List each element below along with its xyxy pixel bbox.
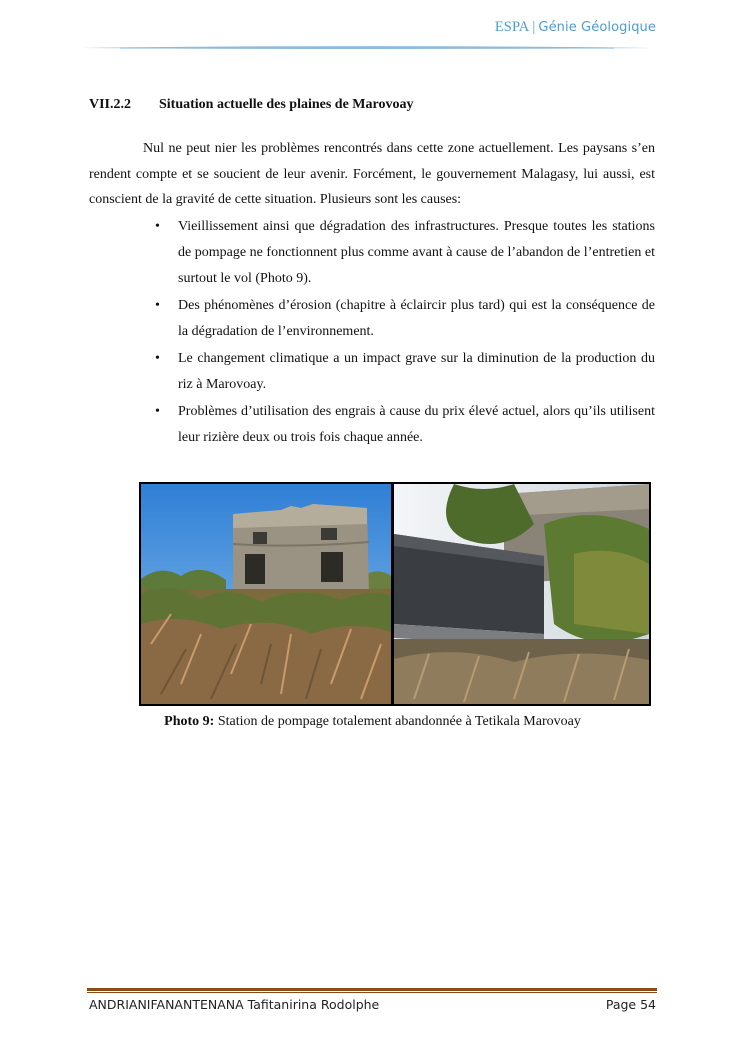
list-item-text: Problèmes d’utilisation des engrais à cause du prix élevé actuel, alors qu’ils utilisent leur rizière deux ou trois fois chaque année. [178, 404, 655, 445]
photo-pumping-station [392, 482, 651, 706]
header-org: ESPA [494, 19, 530, 35]
list-item-text: Des phénomènes d’érosion (chapitre à éclaircir plus tard) qui est la conséquence de la dégradation de l’environnement. [178, 298, 655, 339]
list-item [155, 214, 655, 292]
figure-caption [0, 714, 745, 730]
list-item-text: Vieillissement ainsi que dégradation des infrastructures. Presque toutes les stations de pompage ne fonctionnent plus comme avant à cause de l’abandon de l’entretien et surtout le vol (Photo 9). [178, 219, 655, 286]
photo-ruined-building [139, 482, 393, 706]
list-item [155, 346, 655, 398]
footer-author: ANDRIANIFANANTENANA Tafitanirina Rodolphe [89, 997, 380, 1012]
page-number: Page 54 [605, 997, 656, 1012]
figure-caption-text: Station de pompage totalement abandonnée à Tetikala Marovoay [214, 714, 581, 729]
list-item [155, 399, 655, 451]
section-number: VII.2.2 [89, 97, 132, 112]
bullet-icon: • [155, 404, 160, 419]
bullet-icon: • [155, 219, 160, 234]
bullet-icon: • [155, 298, 160, 313]
figure-label: Photo 9: [164, 714, 215, 729]
causes-list [155, 214, 655, 452]
header-department: Génie Géologique [538, 20, 656, 35]
footer-divider [87, 988, 657, 994]
header-divider [80, 45, 654, 51]
bullet-icon: • [155, 351, 160, 366]
list-item-text: Le changement climatique a un impact grave sur la diminution de la production du riz à Marovoay. [178, 351, 655, 392]
body-text [89, 136, 655, 213]
list-item [155, 293, 655, 345]
section-title: Situation actuelle des plaines de Marovoay [159, 97, 414, 112]
header-separator: | [532, 19, 536, 35]
intro-paragraph: Nul ne peut nier les problèmes rencontrés dans cette zone actuellement. Les paysans s’en rendent compte et se soucient de leur avenir. Forcément, le gouvernement Malagasy, lui aussi, est conscient de la gravité de cette situation. Plusieurs sont les causes: [89, 141, 655, 207]
running-header [495, 19, 656, 36]
section-heading [89, 97, 413, 113]
